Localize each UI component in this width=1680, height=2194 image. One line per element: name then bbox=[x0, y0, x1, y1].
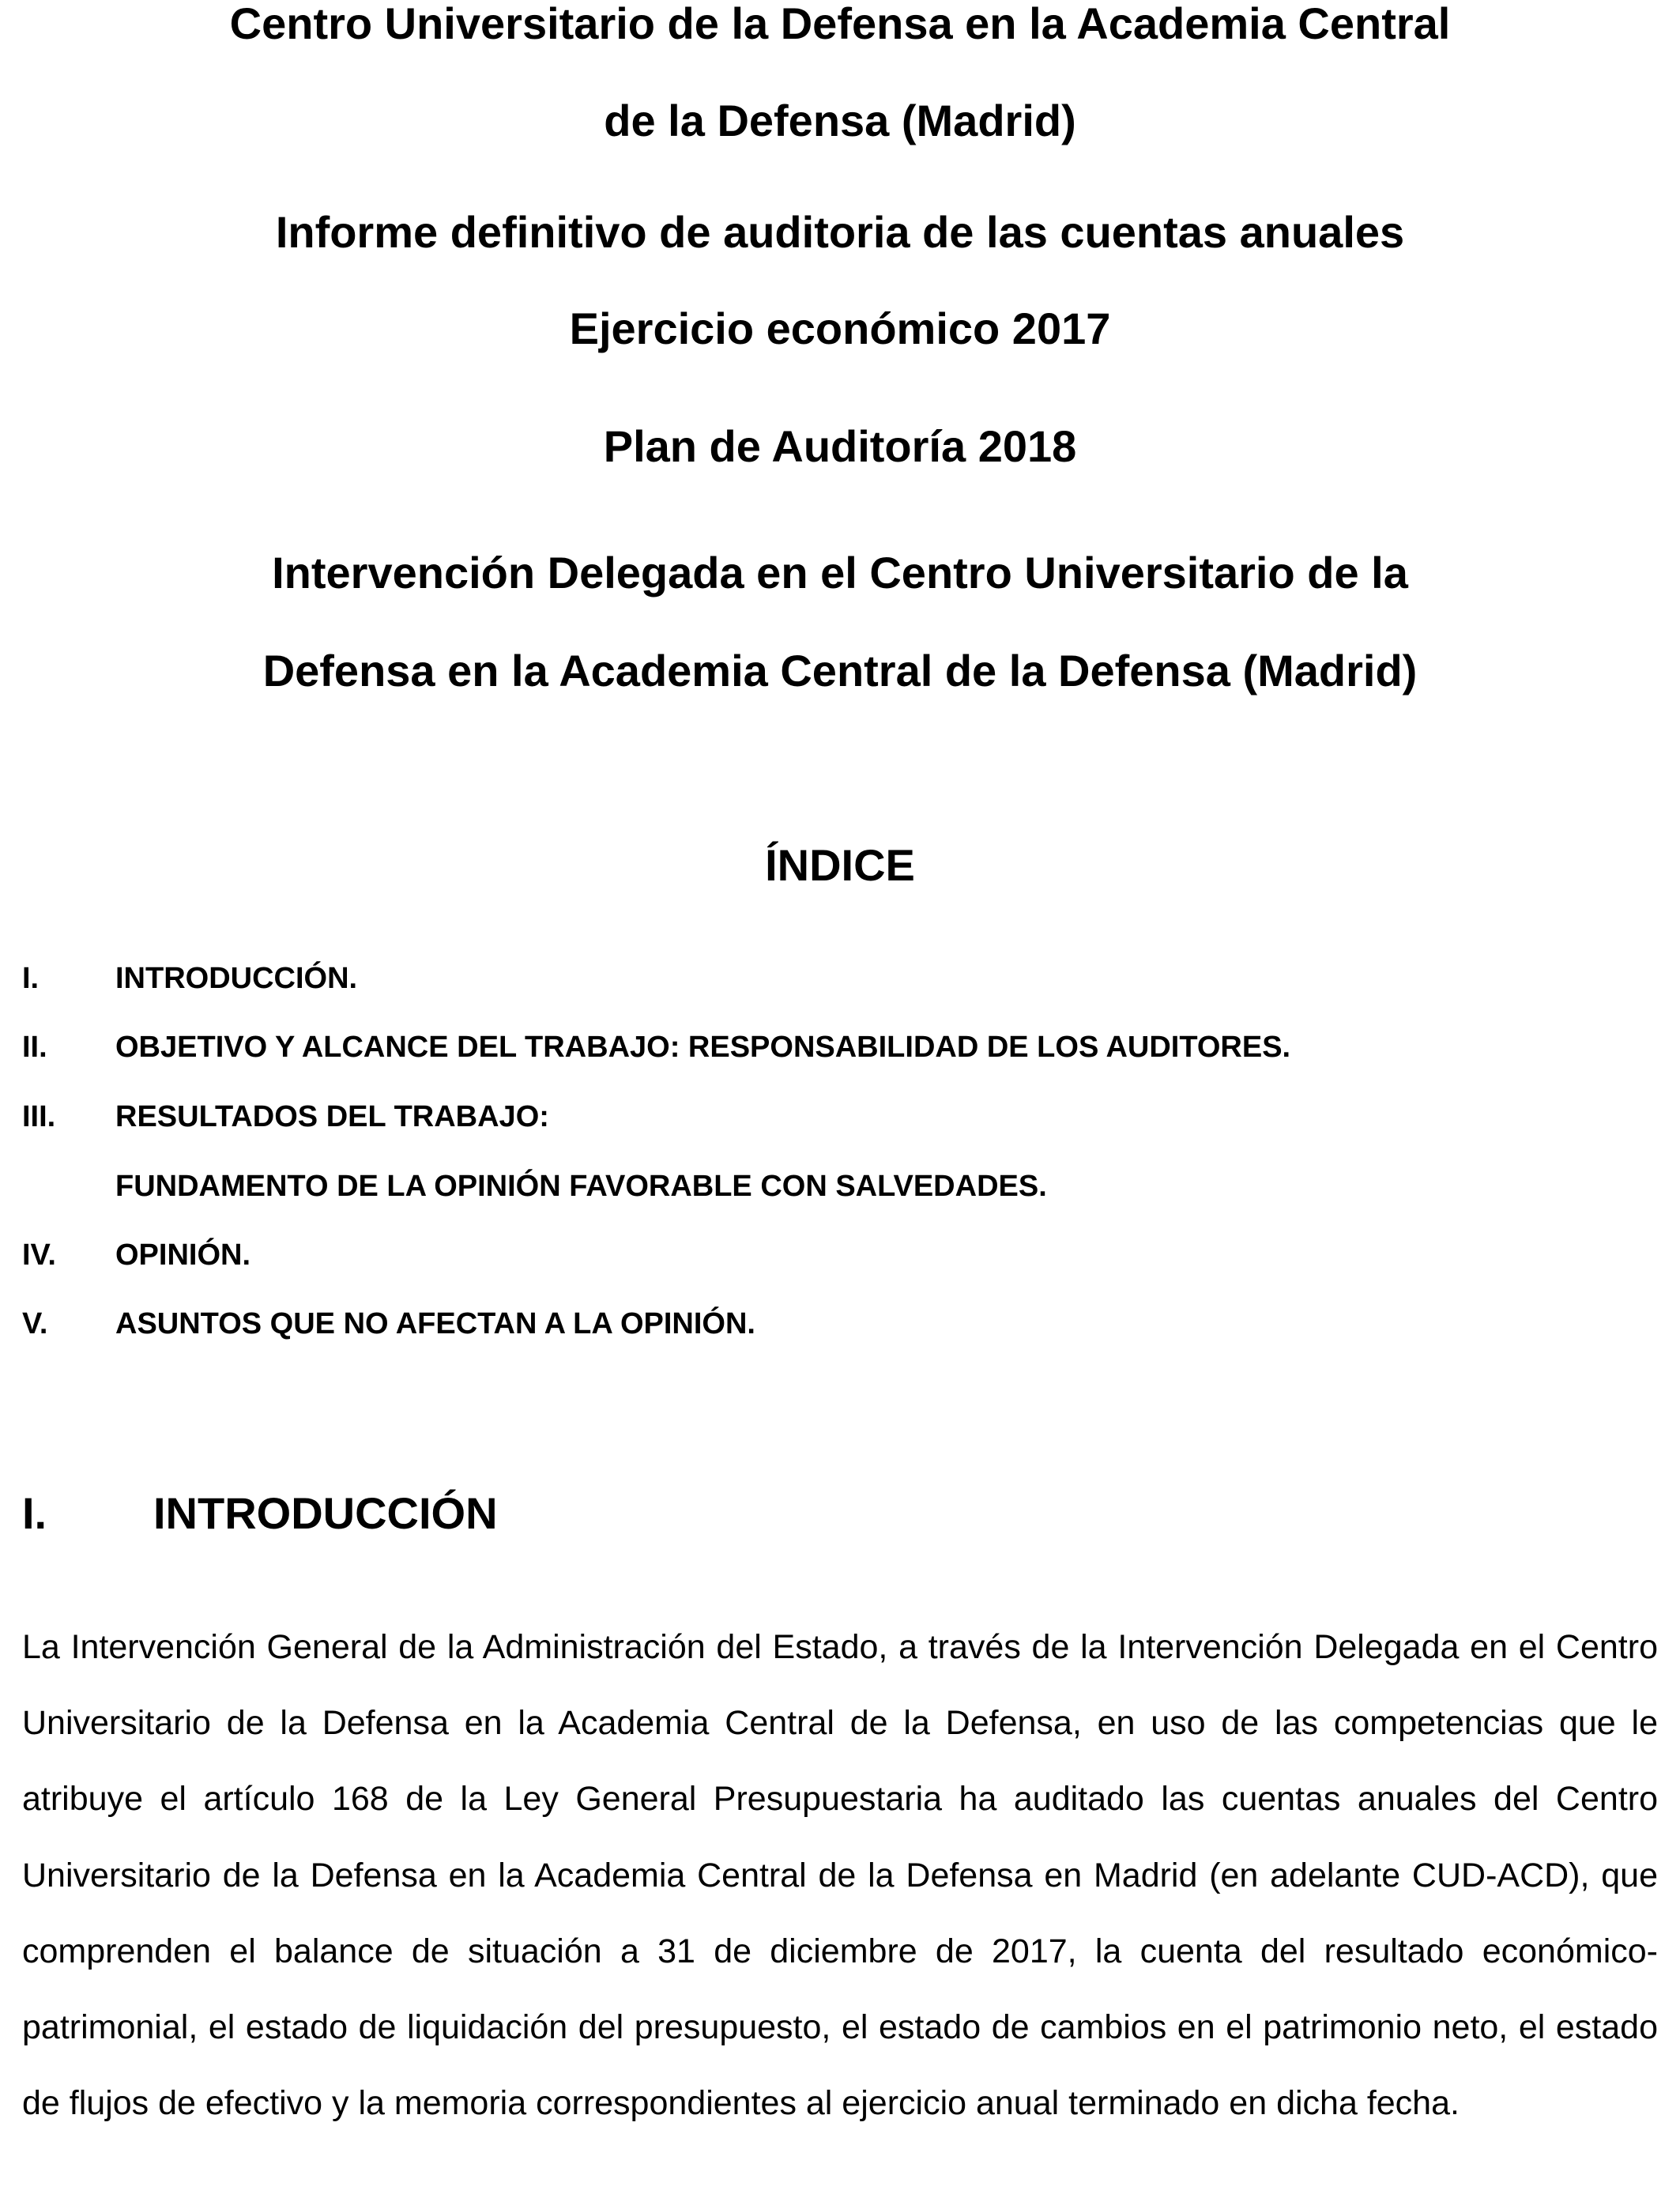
toc-item-objetivo bbox=[22, 1025, 1650, 1069]
toc-item-opinion bbox=[22, 1233, 1650, 1277]
title-line-1: Centro Universitario de la Defensa en la Academia Central bbox=[229, 0, 1451, 48]
toc-item-text: FUNDAMENTO DE LA OPINIÓN FAVORABLE CON SALVEDADES. bbox=[115, 1170, 1047, 1203]
title-line-3: Informe definitivo de auditoria de las cuentas anuales bbox=[275, 207, 1405, 257]
toc-item-number: IV. bbox=[22, 1238, 56, 1272]
title-line-2: de la Defensa (Madrid) bbox=[604, 96, 1076, 145]
toc-item-number: V. bbox=[22, 1307, 48, 1340]
section-number: I. bbox=[22, 1488, 47, 1538]
toc-item-text: OBJETIVO Y ALCANCE DEL TRABAJO: RESPONSABILIDAD DE LOS AUDITORES. bbox=[115, 1031, 1291, 1064]
toc-item-text: ASUNTOS QUE NO AFECTAN A LA OPINIÓN. bbox=[115, 1307, 755, 1340]
toc-item-fundamento bbox=[22, 1164, 1650, 1208]
toc-item-number: III. bbox=[22, 1100, 56, 1133]
toc-item-introduccion bbox=[22, 956, 1650, 1001]
title-line-5: Plan de Auditoría 2018 bbox=[603, 421, 1077, 471]
title-line-7: Defensa en la Academia Central de la Defensa (Madrid) bbox=[262, 646, 1418, 696]
section-title: INTRODUCCIÓN bbox=[153, 1488, 498, 1538]
section-heading-introduccion bbox=[22, 1486, 1650, 1541]
toc-item-resultados bbox=[22, 1095, 1650, 1139]
toc-item-text: INTRODUCCIÓN. bbox=[115, 962, 358, 995]
introduccion-paragraph: La Intervención General de la Administración del Estado, a través de la Intervención Delegada en el Centro Universitario de la Defensa en la Academia Central de la Defensa, en uso de las competencias que le atribuye el artículo 168 de la Ley General Presupuestaria ha auditado las cuentas anuales del Centro Universitario de la Defensa en la Academia Central de la Defensa en Madrid (en adelante CUD-ACD), que comprenden el balance de situación a 31 de diciembre de 2017, la cuenta del resultado económico-patrimonial, el estado de liquidación del presupuesto, el estado de cambios en el patrimonio neto, el estado de flujos de efectivo y la memoria correspondientes al ejercicio anual terminado en dicha fecha. bbox=[22, 1628, 1658, 2123]
toc-item-text: OPINIÓN. bbox=[115, 1238, 251, 1272]
title-line-6: Intervención Delegada en el Centro Universitario de la bbox=[272, 548, 1408, 598]
toc-item-number: II. bbox=[22, 1031, 47, 1064]
toc-item-text: RESULTADOS DEL TRABAJO: bbox=[115, 1100, 549, 1133]
index-heading: ÍNDICE bbox=[765, 840, 915, 890]
toc-item-asuntos bbox=[22, 1302, 1650, 1346]
title-line-4: Ejercicio económico 2017 bbox=[569, 303, 1111, 353]
toc-item-number: I. bbox=[22, 962, 40, 995]
